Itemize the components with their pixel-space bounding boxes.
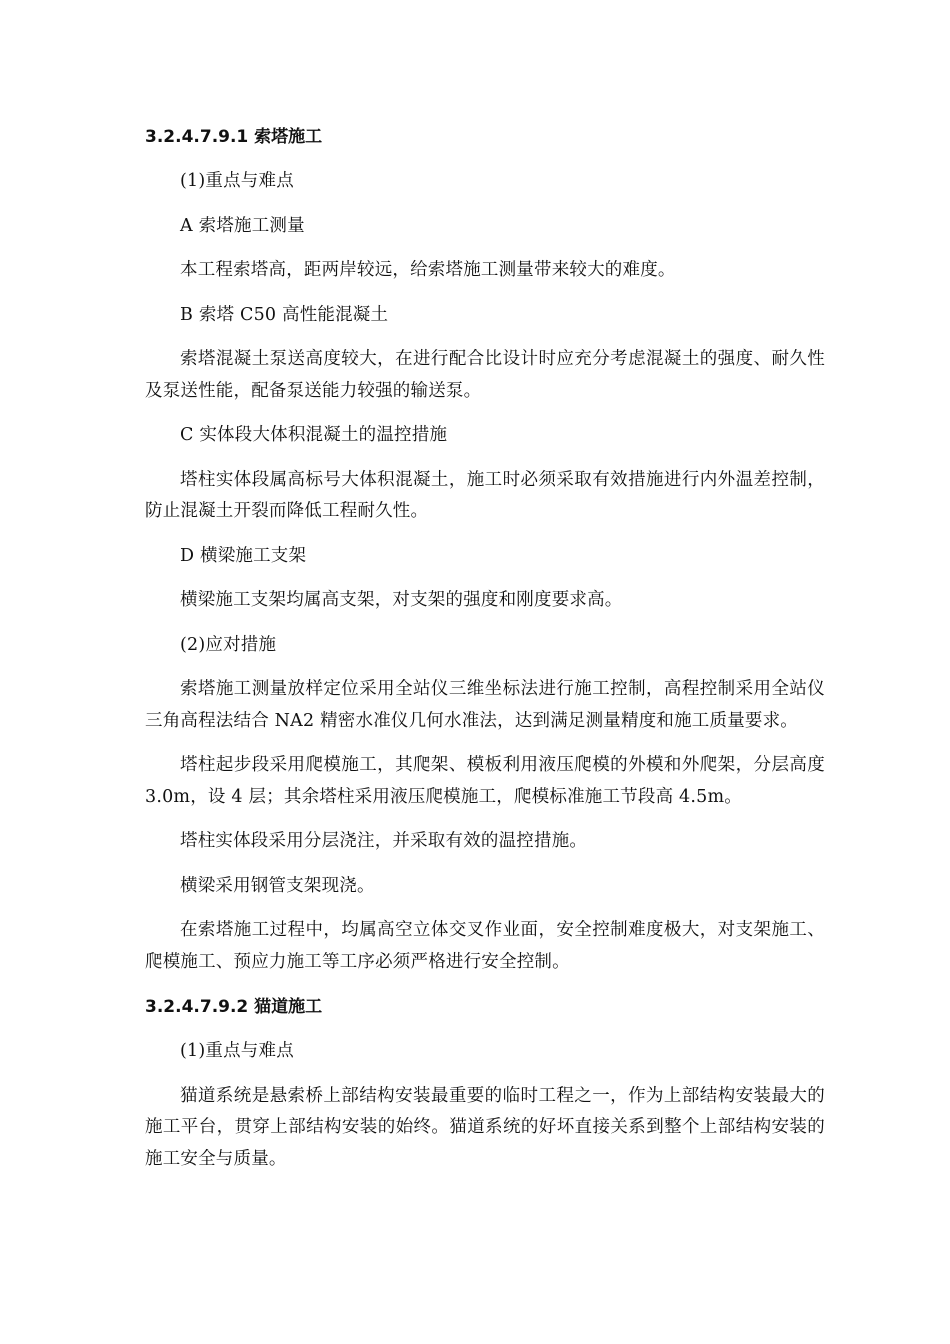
item-d-body: 横梁施工支架均属高支架，对支架的强度和刚度要求高。 [180,590,623,610]
item-c-title: C 实体段大体积混凝土的温控措施 [180,425,448,445]
item-c-body: 塔柱实体段属高标号大体积混凝土，施工时必须采取有效措施进行内外温差控制，防止混凝土开裂而降低工程耐久性。 [145,469,825,521]
item-b-body: 索塔混凝土泵送高度较大，在进行配合比设计时应充分考虑混凝土的强度、耐久性及泵送性能，配备泵送能力较强的输送泵。 [145,349,825,401]
item-b-title: B 索塔 C50 高性能混凝土 [180,304,389,325]
item-a-body: 本工程索塔高，距两岸较远，给索塔施工测量带来较大的难度。 [180,260,676,280]
measure-paragraph-4: 横梁采用钢管支架现浇。 [180,875,375,896]
measure-paragraph-5: 在索塔施工过程中，均属高空立体交叉作业面，安全控制难度极大，对支架施工、爬模施工、预应力施工等工序必须严格进行安全控制。 [145,920,825,972]
item-d-title: D 横梁施工支架 [180,545,307,566]
section-heading-9-2: 3.2.4.7.9.2 猫道施工 [145,997,323,1017]
section-heading-9-1: 3.2.4.7.9.1 索塔施工 [145,127,323,147]
measure-paragraph-2: 塔柱起步段采用爬模施工，其爬架、模板利用液压爬模的外模和外爬架，分层高度 3.0m，设 4 层；其余塔柱采用液压爬模施工，爬模标准施工节段高 4.5m。 [145,755,825,807]
measure-paragraph-3: 塔柱实体段采用分层浇注，并采取有效的温控措施。 [180,831,588,851]
measure-paragraph-1: 索塔施工测量放样定位采用全站仪三维坐标法进行施工控制，高程控制采用全站仪三角高程法结合 NA2 精密水准仪几何水准法，达到满足测量精度和施工质量要求。 [145,679,825,731]
item-a-title: A 索塔施工测量 [180,215,305,236]
subsection-measures: (2)应对措施 [180,634,277,655]
subsection-key-points: (1)重点与难点 [180,171,294,191]
subsection-key-points-2: (1)重点与难点 [180,1041,294,1061]
document-body [145,121,825,1188]
catwalk-paragraph: 猫道系统是悬索桥上部结构安装最重要的临时工程之一，作为上部结构安装最大的施工平台，贯穿上部结构安装的始终。猫道系统的好坏直接关系到整个上部结构安装的施工安全与质量。 [145,1085,825,1169]
